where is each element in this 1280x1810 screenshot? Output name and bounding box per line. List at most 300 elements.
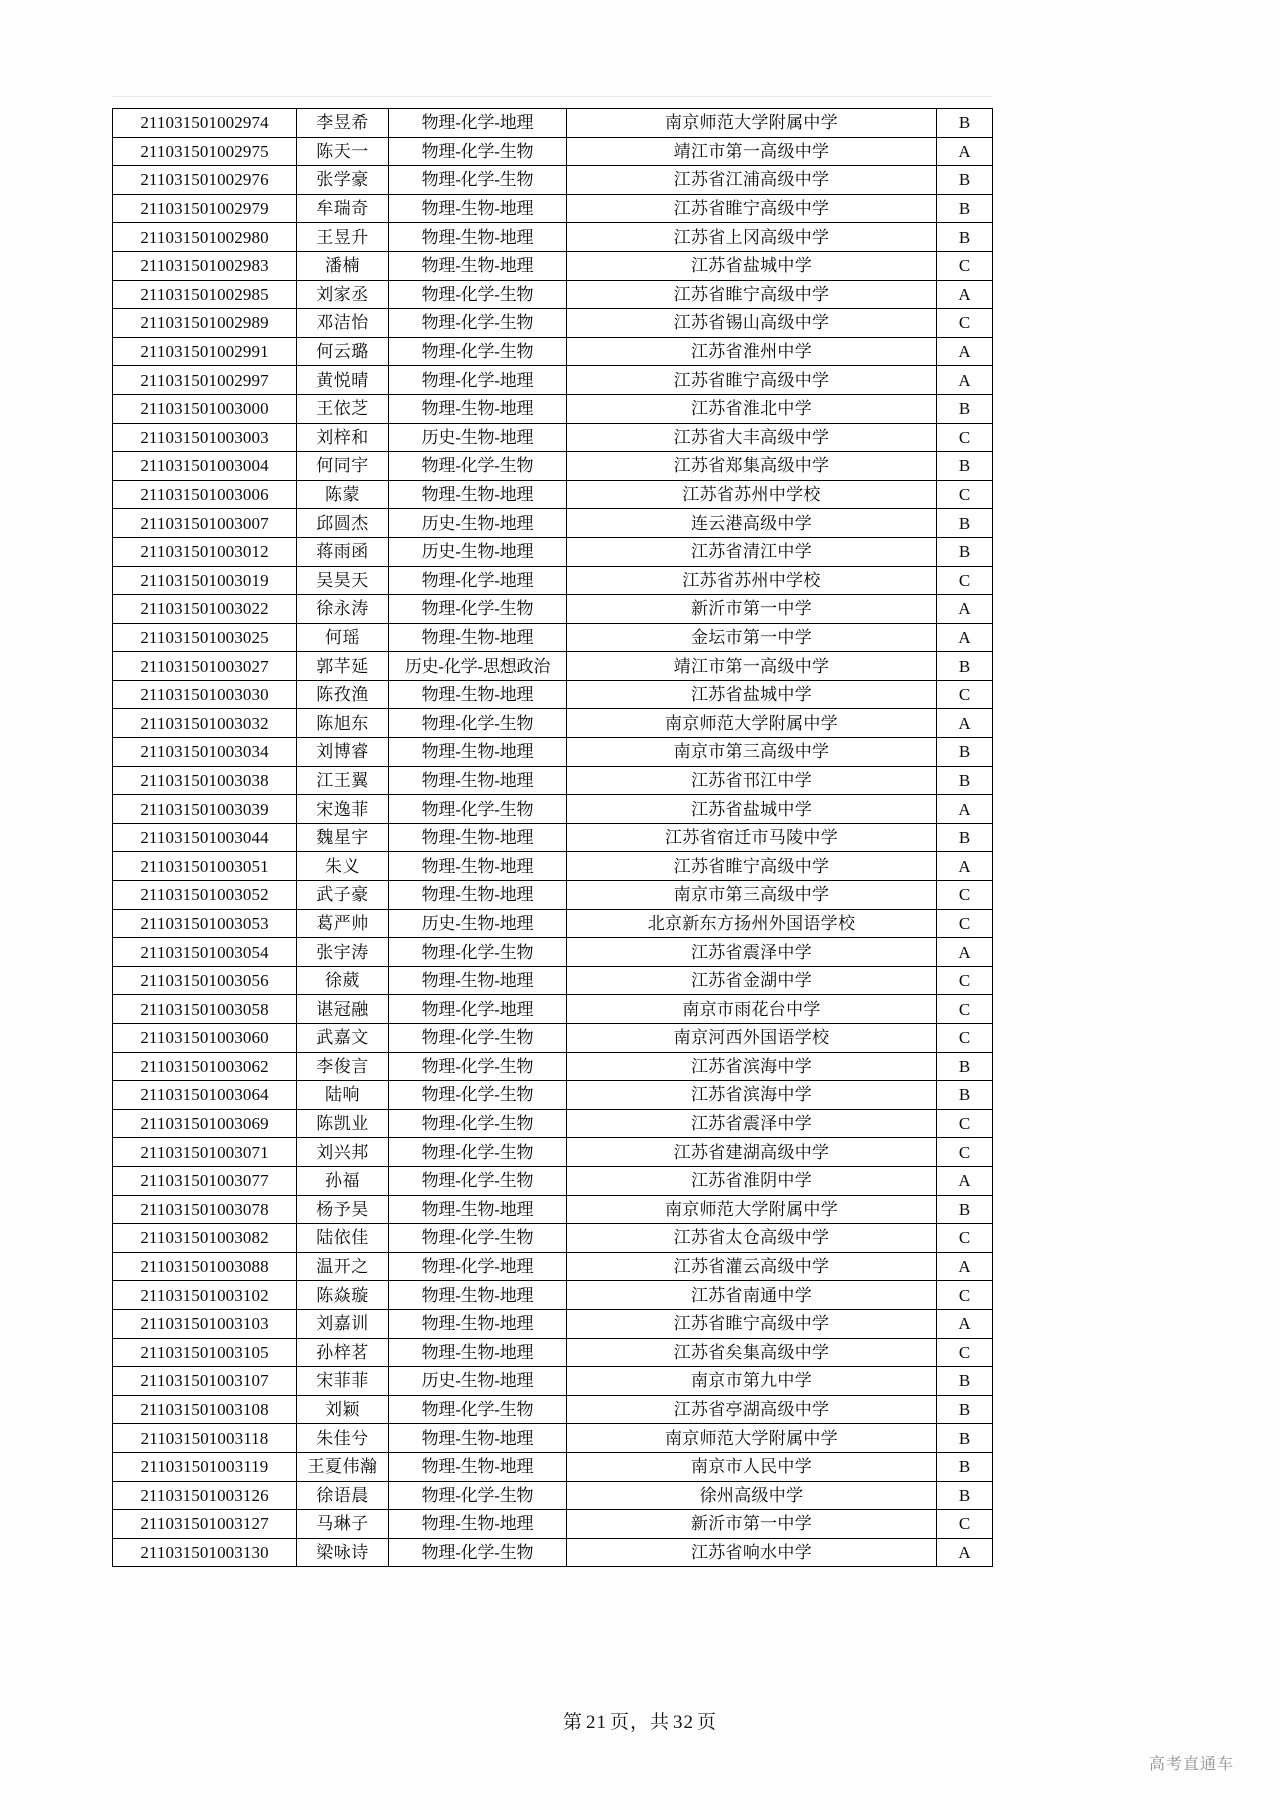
candidate-id-cell: 211031501003038 bbox=[113, 766, 297, 795]
table-row bbox=[113, 1338, 993, 1367]
candidate-name-cell: 陆依佳 bbox=[297, 1224, 389, 1253]
candidate-id-cell: 211031501003051 bbox=[113, 852, 297, 881]
candidate-name-cell: 宋菲菲 bbox=[297, 1367, 389, 1396]
candidate-id-cell: 211031501003032 bbox=[113, 709, 297, 738]
candidate-id-cell: 211031501002983 bbox=[113, 251, 297, 280]
table-row bbox=[113, 1538, 993, 1567]
candidate-id-cell: 211031501003064 bbox=[113, 1081, 297, 1110]
candidate-id-cell: 211031501003030 bbox=[113, 680, 297, 709]
candidate-name-cell: 刘嘉训 bbox=[297, 1309, 389, 1338]
grade-cell: B bbox=[937, 166, 993, 195]
grade-cell: A bbox=[937, 366, 993, 395]
subject-combination-cell: 历史-生物-地理 bbox=[389, 509, 567, 538]
school-name-cell: 江苏省盐城中学 bbox=[567, 680, 937, 709]
school-name-cell: 南京市第三高级中学 bbox=[567, 738, 937, 767]
school-name-cell: 南京师范大学附属中学 bbox=[567, 709, 937, 738]
candidate-id-cell: 211031501003126 bbox=[113, 1481, 297, 1510]
candidate-id-cell: 211031501003062 bbox=[113, 1052, 297, 1081]
table-row bbox=[113, 566, 993, 595]
candidate-name-cell: 梁咏诗 bbox=[297, 1538, 389, 1567]
grade-cell: B bbox=[937, 1052, 993, 1081]
candidate-id-cell: 211031501003056 bbox=[113, 966, 297, 995]
candidate-id-cell: 211031501003082 bbox=[113, 1224, 297, 1253]
subject-combination-cell: 物理-化学-生物 bbox=[389, 1395, 567, 1424]
candidate-id-cell: 211031501003078 bbox=[113, 1195, 297, 1224]
table-row bbox=[113, 1395, 993, 1424]
roster-table-container bbox=[112, 108, 992, 1567]
grade-cell: C bbox=[937, 909, 993, 938]
subject-combination-cell: 物理-化学-生物 bbox=[389, 280, 567, 309]
grade-cell: C bbox=[937, 995, 993, 1024]
candidate-name-cell: 黄悦晴 bbox=[297, 366, 389, 395]
subject-combination-cell: 物理-生物-地理 bbox=[389, 1281, 567, 1310]
table-row bbox=[113, 109, 993, 138]
grade-cell: C bbox=[937, 566, 993, 595]
candidate-name-cell: 葛严帅 bbox=[297, 909, 389, 938]
school-name-cell: 徐州高级中学 bbox=[567, 1481, 937, 1510]
grade-cell: C bbox=[937, 1138, 993, 1167]
candidate-id-cell: 211031501002989 bbox=[113, 309, 297, 338]
table-row bbox=[113, 623, 993, 652]
subject-combination-cell: 物理-化学-生物 bbox=[389, 137, 567, 166]
grade-cell: B bbox=[937, 823, 993, 852]
grade-cell: B bbox=[937, 1395, 993, 1424]
table-row bbox=[113, 1424, 993, 1453]
grade-cell: C bbox=[937, 423, 993, 452]
subject-combination-cell: 物理-生物-地理 bbox=[389, 223, 567, 252]
candidate-name-cell: 何同宇 bbox=[297, 452, 389, 481]
candidate-id-cell: 211031501003007 bbox=[113, 509, 297, 538]
subject-combination-cell: 物理-生物-地理 bbox=[389, 1195, 567, 1224]
candidate-id-cell: 211031501003012 bbox=[113, 537, 297, 566]
candidate-name-cell: 张宇涛 bbox=[297, 938, 389, 967]
subject-combination-cell: 物理-化学-地理 bbox=[389, 366, 567, 395]
subject-combination-cell: 物理-生物-地理 bbox=[389, 1510, 567, 1539]
school-name-cell: 江苏省亭湖高级中学 bbox=[567, 1395, 937, 1424]
table-row bbox=[113, 1252, 993, 1281]
grade-cell: C bbox=[937, 1281, 993, 1310]
candidate-name-cell: 王依芝 bbox=[297, 394, 389, 423]
grade-cell: C bbox=[937, 1510, 993, 1539]
school-name-cell: 江苏省盐城中学 bbox=[567, 795, 937, 824]
candidate-name-cell: 李昱希 bbox=[297, 109, 389, 138]
candidate-name-cell: 陈焱璇 bbox=[297, 1281, 389, 1310]
candidate-name-cell: 刘颖 bbox=[297, 1395, 389, 1424]
grade-cell: B bbox=[937, 652, 993, 681]
candidate-id-cell: 211031501003130 bbox=[113, 1538, 297, 1567]
school-name-cell: 江苏省建湖高级中学 bbox=[567, 1138, 937, 1167]
candidate-name-cell: 徐葳 bbox=[297, 966, 389, 995]
grade-cell: A bbox=[937, 337, 993, 366]
table-row bbox=[113, 823, 993, 852]
grade-cell: C bbox=[937, 881, 993, 910]
candidate-name-cell: 徐永涛 bbox=[297, 595, 389, 624]
candidate-name-cell: 杨予昊 bbox=[297, 1195, 389, 1224]
candidate-id-cell: 211031501003000 bbox=[113, 394, 297, 423]
candidate-id-cell: 211031501003027 bbox=[113, 652, 297, 681]
grade-cell: B bbox=[937, 509, 993, 538]
table-row bbox=[113, 652, 993, 681]
school-name-cell: 南京市第九中学 bbox=[567, 1367, 937, 1396]
subject-combination-cell: 历史-化学-思想政治 bbox=[389, 652, 567, 681]
subject-combination-cell: 物理-生物-地理 bbox=[389, 1309, 567, 1338]
school-name-cell: 江苏省苏州中学校 bbox=[567, 480, 937, 509]
subject-combination-cell: 历史-生物-地理 bbox=[389, 909, 567, 938]
roster-table bbox=[112, 108, 993, 1567]
table-row bbox=[113, 423, 993, 452]
subject-combination-cell: 物理-生物-地理 bbox=[389, 394, 567, 423]
candidate-name-cell: 陈孜渔 bbox=[297, 680, 389, 709]
subject-combination-cell: 物理-化学-生物 bbox=[389, 795, 567, 824]
subject-combination-cell: 物理-生物-地理 bbox=[389, 738, 567, 767]
table-row bbox=[113, 595, 993, 624]
candidate-id-cell: 211031501003003 bbox=[113, 423, 297, 452]
subject-combination-cell: 物理-化学-生物 bbox=[389, 595, 567, 624]
candidate-name-cell: 刘梓和 bbox=[297, 423, 389, 452]
candidate-name-cell: 陈凯业 bbox=[297, 1109, 389, 1138]
grade-cell: A bbox=[937, 595, 993, 624]
grade-cell: B bbox=[937, 1367, 993, 1396]
school-name-cell: 江苏省南通中学 bbox=[567, 1281, 937, 1310]
table-row bbox=[113, 1052, 993, 1081]
school-name-cell: 南京市人民中学 bbox=[567, 1452, 937, 1481]
candidate-id-cell: 211031501003118 bbox=[113, 1424, 297, 1453]
candidate-id-cell: 211031501003004 bbox=[113, 452, 297, 481]
candidate-id-cell: 211031501003127 bbox=[113, 1510, 297, 1539]
table-row bbox=[113, 1081, 993, 1110]
school-name-cell: 江苏省盐城中学 bbox=[567, 251, 937, 280]
subject-combination-cell: 物理-化学-生物 bbox=[389, 938, 567, 967]
school-name-cell: 江苏省大丰高级中学 bbox=[567, 423, 937, 452]
school-name-cell: 江苏省淮州中学 bbox=[567, 337, 937, 366]
grade-cell: C bbox=[937, 1224, 993, 1253]
candidate-id-cell: 211031501003119 bbox=[113, 1452, 297, 1481]
table-row bbox=[113, 166, 993, 195]
candidate-id-cell: 211031501003025 bbox=[113, 623, 297, 652]
candidate-id-cell: 211031501002985 bbox=[113, 280, 297, 309]
candidate-name-cell: 江王翼 bbox=[297, 766, 389, 795]
candidate-name-cell: 马琳子 bbox=[297, 1510, 389, 1539]
grade-cell: C bbox=[937, 1338, 993, 1367]
watermark-label: 高考直通车 bbox=[1148, 1756, 1234, 1773]
footer-total-pages: 32 bbox=[673, 1712, 694, 1733]
candidate-id-cell: 211031501003088 bbox=[113, 1252, 297, 1281]
school-name-cell: 金坛市第一中学 bbox=[567, 623, 937, 652]
table-row bbox=[113, 366, 993, 395]
table-row bbox=[113, 1195, 993, 1224]
table-row bbox=[113, 1510, 993, 1539]
candidate-name-cell: 陆响 bbox=[297, 1081, 389, 1110]
school-name-cell: 南京师范大学附属中学 bbox=[567, 1195, 937, 1224]
subject-combination-cell: 物理-化学-生物 bbox=[389, 452, 567, 481]
school-name-cell: 江苏省睢宁高级中学 bbox=[567, 280, 937, 309]
grade-cell: A bbox=[937, 795, 993, 824]
school-name-cell: 江苏省矣集高级中学 bbox=[567, 1338, 937, 1367]
candidate-id-cell: 211031501003102 bbox=[113, 1281, 297, 1310]
table-row bbox=[113, 766, 993, 795]
candidate-id-cell: 211031501003019 bbox=[113, 566, 297, 595]
candidate-name-cell: 邓洁怡 bbox=[297, 309, 389, 338]
subject-combination-cell: 物理-化学-生物 bbox=[389, 1109, 567, 1138]
school-name-cell: 江苏省滨海中学 bbox=[567, 1052, 937, 1081]
table-row bbox=[113, 1452, 993, 1481]
grade-cell: A bbox=[937, 1309, 993, 1338]
grade-cell: A bbox=[937, 852, 993, 881]
grade-cell: B bbox=[937, 1081, 993, 1110]
subject-combination-cell: 物理-化学-生物 bbox=[389, 166, 567, 195]
grade-cell: B bbox=[937, 1195, 993, 1224]
candidate-id-cell: 211031501002975 bbox=[113, 137, 297, 166]
subject-combination-cell: 物理-生物-地理 bbox=[389, 480, 567, 509]
table-row bbox=[113, 194, 993, 223]
subject-combination-cell: 物理-生物-地理 bbox=[389, 966, 567, 995]
grade-cell: C bbox=[937, 251, 993, 280]
candidate-name-cell: 郭芊延 bbox=[297, 652, 389, 681]
subject-combination-cell: 历史-生物-地理 bbox=[389, 423, 567, 452]
grade-cell: A bbox=[937, 709, 993, 738]
table-row bbox=[113, 1109, 993, 1138]
candidate-name-cell: 温开之 bbox=[297, 1252, 389, 1281]
grade-cell: A bbox=[937, 623, 993, 652]
subject-combination-cell: 物理-生物-地理 bbox=[389, 1452, 567, 1481]
table-row bbox=[113, 137, 993, 166]
candidate-name-cell: 刘博睿 bbox=[297, 738, 389, 767]
school-name-cell: 靖江市第一高级中学 bbox=[567, 137, 937, 166]
roster-table-body bbox=[113, 109, 993, 1567]
candidate-name-cell: 李俊言 bbox=[297, 1052, 389, 1081]
subject-combination-cell: 物理-化学-生物 bbox=[389, 709, 567, 738]
candidate-id-cell: 211031501003044 bbox=[113, 823, 297, 852]
candidate-id-cell: 211031501003069 bbox=[113, 1109, 297, 1138]
subject-combination-cell: 物理-化学-生物 bbox=[389, 1538, 567, 1567]
subject-combination-cell: 物理-化学-地理 bbox=[389, 995, 567, 1024]
school-name-cell: 江苏省震泽中学 bbox=[567, 938, 937, 967]
subject-combination-cell: 物理-化学-地理 bbox=[389, 1252, 567, 1281]
school-name-cell: 靖江市第一高级中学 bbox=[567, 652, 937, 681]
school-name-cell: 江苏省滨海中学 bbox=[567, 1081, 937, 1110]
candidate-name-cell: 刘兴邦 bbox=[297, 1138, 389, 1167]
school-name-cell: 南京河西外国语学校 bbox=[567, 1024, 937, 1053]
grade-cell: B bbox=[937, 194, 993, 223]
subject-combination-cell: 历史-生物-地理 bbox=[389, 537, 567, 566]
table-row bbox=[113, 795, 993, 824]
grade-cell: C bbox=[937, 680, 993, 709]
grade-cell: C bbox=[937, 1109, 993, 1138]
table-row bbox=[113, 1224, 993, 1253]
candidate-name-cell: 王夏伟瀚 bbox=[297, 1452, 389, 1481]
candidate-id-cell: 211031501002976 bbox=[113, 166, 297, 195]
grade-cell: B bbox=[937, 738, 993, 767]
grade-cell: B bbox=[937, 223, 993, 252]
page-footer bbox=[0, 1707, 1280, 1734]
grade-cell: B bbox=[937, 1481, 993, 1510]
grade-cell: C bbox=[937, 480, 993, 509]
candidate-name-cell: 王昱升 bbox=[297, 223, 389, 252]
candidate-id-cell: 211031501002979 bbox=[113, 194, 297, 223]
candidate-name-cell: 朱义 bbox=[297, 852, 389, 881]
school-name-cell: 新沂市第一中学 bbox=[567, 595, 937, 624]
school-name-cell: 连云港高级中学 bbox=[567, 509, 937, 538]
school-name-cell: 江苏省上冈高级中学 bbox=[567, 223, 937, 252]
candidate-id-cell: 211031501003103 bbox=[113, 1309, 297, 1338]
footer-suffix: 页 bbox=[697, 1712, 718, 1733]
school-name-cell: 北京新东方扬州外国语学校 bbox=[567, 909, 937, 938]
subject-combination-cell: 物理-生物-地理 bbox=[389, 194, 567, 223]
table-row bbox=[113, 680, 993, 709]
school-name-cell: 江苏省睢宁高级中学 bbox=[567, 852, 937, 881]
table-row bbox=[113, 738, 993, 767]
table-row bbox=[113, 309, 993, 338]
grade-cell: B bbox=[937, 109, 993, 138]
candidate-name-cell: 武子豪 bbox=[297, 881, 389, 910]
school-name-cell: 江苏省江浦高级中学 bbox=[567, 166, 937, 195]
candidate-id-cell: 211031501002974 bbox=[113, 109, 297, 138]
candidate-id-cell: 211031501003108 bbox=[113, 1395, 297, 1424]
school-name-cell: 江苏省清江中学 bbox=[567, 537, 937, 566]
grade-cell: B bbox=[937, 1424, 993, 1453]
table-row bbox=[113, 1367, 993, 1396]
subject-combination-cell: 物理-化学-生物 bbox=[389, 1166, 567, 1195]
school-name-cell: 江苏省宿迁市马陵中学 bbox=[567, 823, 937, 852]
subject-combination-cell: 物理-生物-地理 bbox=[389, 852, 567, 881]
candidate-id-cell: 211031501003034 bbox=[113, 738, 297, 767]
subject-combination-cell: 物理-化学-生物 bbox=[389, 1138, 567, 1167]
table-row bbox=[113, 938, 993, 967]
candidate-id-cell: 211031501003107 bbox=[113, 1367, 297, 1396]
candidate-id-cell: 211031501002991 bbox=[113, 337, 297, 366]
grade-cell: B bbox=[937, 766, 993, 795]
candidate-name-cell: 武嘉文 bbox=[297, 1024, 389, 1053]
school-name-cell: 江苏省睢宁高级中学 bbox=[567, 1309, 937, 1338]
candidate-name-cell: 陈天一 bbox=[297, 137, 389, 166]
candidate-name-cell: 宋逸菲 bbox=[297, 795, 389, 824]
grade-cell: C bbox=[937, 966, 993, 995]
school-name-cell: 南京师范大学附属中学 bbox=[567, 109, 937, 138]
school-name-cell: 江苏省锡山高级中学 bbox=[567, 309, 937, 338]
candidate-name-cell: 牟瑞奇 bbox=[297, 194, 389, 223]
candidate-id-cell: 211031501002997 bbox=[113, 366, 297, 395]
candidate-name-cell: 朱佳兮 bbox=[297, 1424, 389, 1453]
grade-cell: B bbox=[937, 394, 993, 423]
subject-combination-cell: 物理-生物-地理 bbox=[389, 1424, 567, 1453]
table-row bbox=[113, 394, 993, 423]
subject-combination-cell: 物理-生物-地理 bbox=[389, 623, 567, 652]
table-row bbox=[113, 251, 993, 280]
school-name-cell: 新沂市第一中学 bbox=[567, 1510, 937, 1539]
subject-combination-cell: 物理-化学-生物 bbox=[389, 1224, 567, 1253]
table-row bbox=[113, 509, 993, 538]
school-name-cell: 江苏省震泽中学 bbox=[567, 1109, 937, 1138]
table-row bbox=[113, 1481, 993, 1510]
candidate-id-cell: 211031501003058 bbox=[113, 995, 297, 1024]
grade-cell: A bbox=[937, 280, 993, 309]
table-row bbox=[113, 909, 993, 938]
table-row bbox=[113, 480, 993, 509]
grade-cell: A bbox=[937, 1538, 993, 1567]
school-name-cell: 江苏省灌云高级中学 bbox=[567, 1252, 937, 1281]
school-name-cell: 南京师范大学附属中学 bbox=[567, 1424, 937, 1453]
candidate-id-cell: 211031501003077 bbox=[113, 1166, 297, 1195]
grade-cell: A bbox=[937, 938, 993, 967]
school-name-cell: 江苏省金湖中学 bbox=[567, 966, 937, 995]
candidate-name-cell: 徐语晨 bbox=[297, 1481, 389, 1510]
table-row bbox=[113, 709, 993, 738]
candidate-name-cell: 张学豪 bbox=[297, 166, 389, 195]
subject-combination-cell: 物理-化学-生物 bbox=[389, 1052, 567, 1081]
candidate-name-cell: 谌冠融 bbox=[297, 995, 389, 1024]
subject-combination-cell: 物理-生物-地理 bbox=[389, 680, 567, 709]
subject-combination-cell: 历史-生物-地理 bbox=[389, 1367, 567, 1396]
candidate-name-cell: 刘家丞 bbox=[297, 280, 389, 309]
subject-combination-cell: 物理-生物-地理 bbox=[389, 823, 567, 852]
school-name-cell: 江苏省淮北中学 bbox=[567, 394, 937, 423]
subject-combination-cell: 物理-化学-生物 bbox=[389, 337, 567, 366]
grade-cell: B bbox=[937, 452, 993, 481]
subject-combination-cell: 物理-生物-地理 bbox=[389, 1338, 567, 1367]
candidate-id-cell: 211031501003052 bbox=[113, 881, 297, 910]
school-name-cell: 江苏省苏州中学校 bbox=[567, 566, 937, 595]
candidate-id-cell: 211031501003105 bbox=[113, 1338, 297, 1367]
grade-cell: A bbox=[937, 1166, 993, 1195]
candidate-id-cell: 211031501003039 bbox=[113, 795, 297, 824]
subject-combination-cell: 物理-化学-生物 bbox=[389, 1024, 567, 1053]
school-name-cell: 江苏省睢宁高级中学 bbox=[567, 366, 937, 395]
candidate-name-cell: 何瑶 bbox=[297, 623, 389, 652]
candidate-id-cell: 211031501003022 bbox=[113, 595, 297, 624]
subject-combination-cell: 物理-生物-地理 bbox=[389, 766, 567, 795]
candidate-id-cell: 211031501003054 bbox=[113, 938, 297, 967]
candidate-id-cell: 211031501003060 bbox=[113, 1024, 297, 1053]
page-top-rule bbox=[112, 96, 992, 97]
table-row bbox=[113, 1309, 993, 1338]
table-row bbox=[113, 223, 993, 252]
grade-cell: C bbox=[937, 309, 993, 338]
school-name-cell: 江苏省睢宁高级中学 bbox=[567, 194, 937, 223]
candidate-id-cell: 211031501003053 bbox=[113, 909, 297, 938]
table-row bbox=[113, 1281, 993, 1310]
subject-combination-cell: 物理-化学-生物 bbox=[389, 1081, 567, 1110]
table-row bbox=[113, 995, 993, 1024]
table-row bbox=[113, 966, 993, 995]
school-name-cell: 南京市雨花台中学 bbox=[567, 995, 937, 1024]
footer-middle: 页，共 bbox=[609, 1712, 670, 1733]
school-name-cell: 江苏省邗江中学 bbox=[567, 766, 937, 795]
table-row bbox=[113, 881, 993, 910]
subject-combination-cell: 物理-化学-地理 bbox=[389, 109, 567, 138]
table-row bbox=[113, 537, 993, 566]
grade-cell: B bbox=[937, 1452, 993, 1481]
subject-combination-cell: 物理-化学-生物 bbox=[389, 1481, 567, 1510]
grade-cell: A bbox=[937, 1252, 993, 1281]
grade-cell: C bbox=[937, 1024, 993, 1053]
school-name-cell: 江苏省淮阴中学 bbox=[567, 1166, 937, 1195]
school-name-cell: 南京市第三高级中学 bbox=[567, 881, 937, 910]
candidate-name-cell: 何云璐 bbox=[297, 337, 389, 366]
candidate-id-cell: 211031501003006 bbox=[113, 480, 297, 509]
table-row bbox=[113, 1138, 993, 1167]
school-name-cell: 江苏省郑集高级中学 bbox=[567, 452, 937, 481]
table-row bbox=[113, 1024, 993, 1053]
subject-combination-cell: 物理-生物-地理 bbox=[389, 251, 567, 280]
candidate-name-cell: 孙福 bbox=[297, 1166, 389, 1195]
grade-cell: A bbox=[937, 137, 993, 166]
candidate-name-cell: 邱圆杰 bbox=[297, 509, 389, 538]
candidate-name-cell: 蒋雨函 bbox=[297, 537, 389, 566]
candidate-name-cell: 魏星宇 bbox=[297, 823, 389, 852]
table-row bbox=[113, 337, 993, 366]
subject-combination-cell: 物理-化学-地理 bbox=[389, 566, 567, 595]
grade-cell: B bbox=[937, 537, 993, 566]
